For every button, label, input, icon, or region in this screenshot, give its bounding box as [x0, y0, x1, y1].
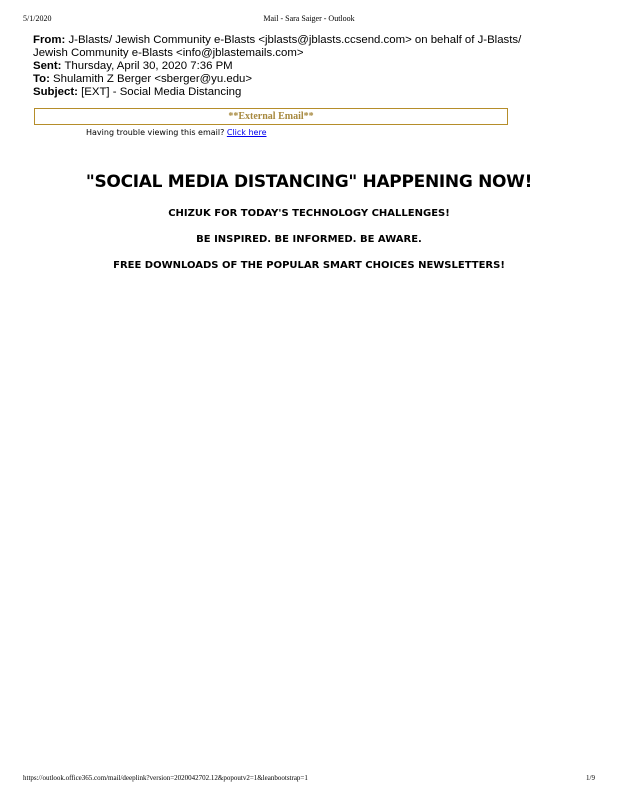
- print-date: 5/1/2020: [23, 14, 52, 23]
- subheading-inspired: BE INSPIRED. BE INFORMED. BE AWARE.: [196, 234, 422, 245]
- from-row: [33, 34, 553, 60]
- from-value: J-Blasts/ Jewish Community e-Blasts <jblasts@jblasts.ccsend.com> on behalf of J-Blasts/ Jewish Community e-Blasts <info@jblastemails.com>: [33, 34, 522, 59]
- email-metadata: [33, 34, 553, 99]
- trouble-viewing-line: [86, 128, 267, 138]
- sent-row: [33, 60, 553, 73]
- trouble-text: Having trouble viewing this email?: [86, 128, 227, 137]
- subheading-chizuk: CHIZUK FOR TODAY'S TECHNOLOGY CHALLENGES!: [168, 208, 450, 219]
- subject-row: [33, 86, 553, 99]
- print-title: Mail - Sara Saiger - Outlook: [263, 14, 355, 23]
- print-header: [23, 14, 595, 26]
- subject-value: [EXT] - Social Media Distancing: [81, 86, 242, 98]
- sent-value: Thursday, April 30, 2020 7:36 PM: [64, 60, 233, 72]
- to-label: To:: [33, 73, 50, 85]
- sent-label: Sent:: [33, 60, 62, 72]
- to-value: Shulamith Z Berger <sberger@yu.edu>: [53, 73, 253, 85]
- print-footer: [23, 774, 595, 786]
- to-row: [33, 73, 553, 86]
- subject-label: Subject:: [33, 86, 78, 98]
- from-label: From:: [33, 34, 66, 46]
- external-email-banner: **External Email**: [34, 108, 508, 125]
- page-url: https://outlook.office365.com/mail/deeplink?version=2020042702.12&popoutv2=1&leanbootstrap=1: [23, 774, 308, 782]
- subheading-downloads: FREE DOWNLOADS OF THE POPULAR SMART CHOICES NEWSLETTERS!: [113, 260, 505, 271]
- headline: "SOCIAL MEDIA DISTANCING" HAPPENING NOW!: [85, 172, 533, 192]
- click-here-link[interactable]: Click here: [226, 128, 267, 137]
- page-number: 1/9: [586, 774, 595, 782]
